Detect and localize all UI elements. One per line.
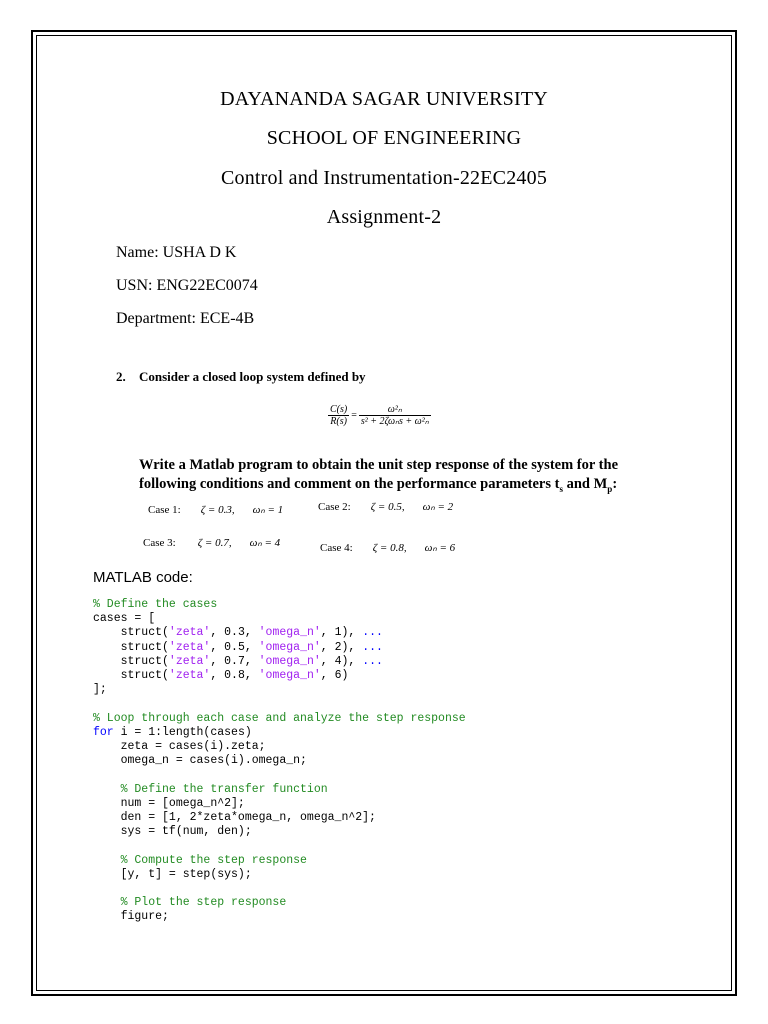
formula-lhs-numerator: C(s) bbox=[330, 404, 348, 415]
code-comment: % Plot the step response bbox=[93, 896, 287, 910]
formula-lhs-denominator: R(s) bbox=[330, 416, 347, 427]
question-intro bbox=[116, 369, 366, 385]
problem-line-2: following conditions and comment on the performance parameters $t_s$ and $M_p$: bbox=[139, 476, 618, 494]
formula-rhs-denominator: s² + 2ζωₙs + ω²ₙ bbox=[360, 416, 429, 427]
course-title: Control and Instrumentation-22EC2405 bbox=[220, 167, 548, 189]
problem-statement bbox=[139, 456, 618, 499]
case-1: Case 1: ζ = 0.3, ωₙ = 1 bbox=[148, 504, 284, 516]
formula-rhs-numerator: ω²ₙ bbox=[359, 404, 431, 416]
student-usn: USN: ENG22EC0074 bbox=[116, 277, 258, 294]
case-2: Case 2: ζ = 0.5, ωₙ = 2 bbox=[318, 501, 454, 513]
university-title: DAYANANDA SAGAR UNIVERSITY bbox=[220, 88, 548, 110]
code-comment: % Loop through each case and analyze the step response bbox=[93, 711, 466, 725]
code-comment: % Define the transfer function bbox=[93, 782, 328, 796]
matlab-code-label: MATLAB code: bbox=[93, 569, 193, 586]
question-text: Consider a closed loop system defined by bbox=[139, 369, 366, 384]
question-number: 2. bbox=[116, 369, 126, 384]
formula-equals: = bbox=[351, 410, 357, 421]
code-comment: % Compute the step response bbox=[93, 853, 307, 867]
case-4: Case 4: ζ = 0.8, ωₙ = 6 bbox=[320, 542, 456, 554]
assignment-title: Assignment-2 bbox=[326, 206, 442, 228]
student-department: Department: ECE-4B bbox=[116, 310, 255, 327]
matlab-code-block: % Define the cases cases = [ struct('zeta', 0.3, 'omega_n', 1), ... struct('zeta', 0.5, 'omega_n', 2), ... struct('zeta', 0.7, 'omega_n', 4), ... struct('zeta', 0.8, 'omega_n', 6) ]; % Loop through each case and analyze the step response for i = 1:length(cases) zeta = cases(i).zeta; omega_n = cases(i).omega_n; % Define the transfer function num = [omega_n^2]; den = [1, 2*zeta*omega_n, omega_n^2]; sys = tf(num, den); % Compute the step response [y, t] = step(sys); % Plot the step response figure; bbox=[93, 598, 466, 924]
problem-line-1: Write a Matlab program to obtain the unit step response of the system for the bbox=[139, 457, 619, 473]
school-title: SCHOOL OF ENGINEERING bbox=[266, 127, 522, 149]
case-3: Case 3: ζ = 0.7, ωₙ = 4 bbox=[143, 537, 281, 549]
transfer-function-formula bbox=[328, 404, 431, 427]
student-name: Name: USHA D K bbox=[116, 244, 237, 261]
code-comment: % Define the cases bbox=[93, 598, 218, 611]
